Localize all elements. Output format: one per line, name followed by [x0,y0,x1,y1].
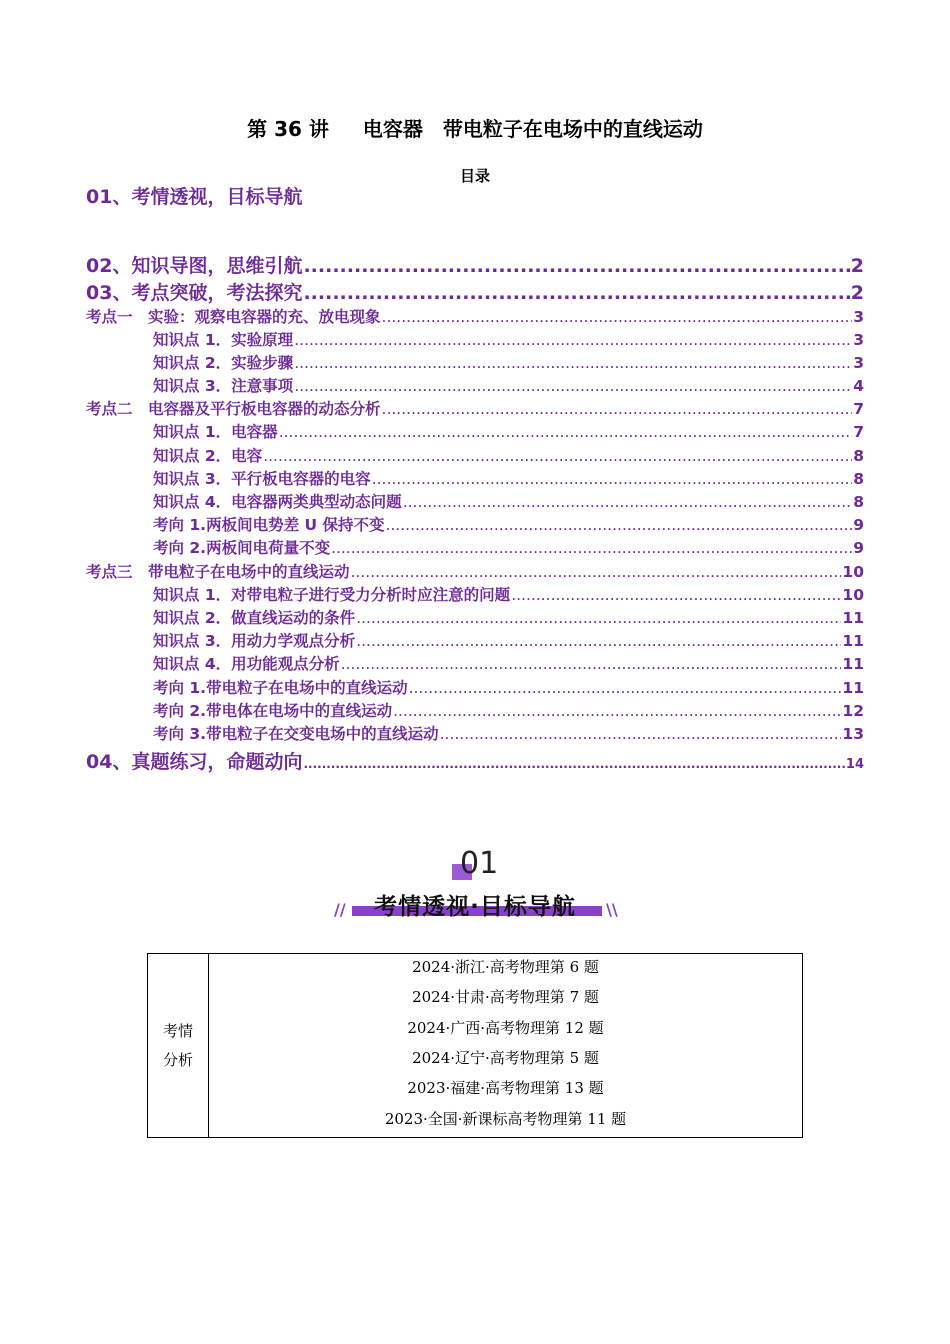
toc-entry-01[interactable]: 01、考情透视，目标导航 [86,186,303,208]
toc-entry-label: 考向 1.两板间电势差 U 保持不变 [153,516,385,534]
toc-entry-label: 02、知识导图，思维引航 [86,255,303,277]
toc-entry-page: 10 [842,586,864,604]
toc-entry-label: 知识点 1．电容器 [153,423,278,441]
toc-entry-page: 2 [850,282,864,304]
toc-entry-page: 14 [845,757,864,772]
toc-entry-02[interactable] [86,251,864,278]
toc-entry-page: 11 [842,679,864,697]
toc-entry-page: 3 [853,308,864,326]
exam-item: 2023·福建·高考物理第 13 题 [407,1079,604,1098]
toc-entry-direction[interactable] [153,513,864,535]
exam-item: 2023·全国·新课标高考物理第 11 题 [384,1109,627,1128]
toc-entry-knowledge[interactable] [153,583,864,605]
exam-analysis-label-cell [148,954,209,1137]
toc-entry-direction[interactable] [153,699,864,721]
toc-heading: 目录 [459,167,490,185]
banner-number: 01 [460,846,499,881]
document-title: 第 36 讲 电容器 带电粒子在电场中的直线运动 [247,117,703,141]
toc-entry-knowledge[interactable] [153,629,864,651]
toc-entry-label: 考向 2.两板间电荷量不变 [153,539,331,557]
toc-entry-knowledge[interactable] [153,490,864,512]
banner-title: 考情透视·目标导航 [374,894,576,920]
toc-entry-label: 知识点 3．注意事项 [153,377,294,395]
toc-entry-04[interactable] [86,747,864,774]
toc-entry-label: 考点三 带电粒子在电场中的直线运动 [86,563,350,581]
exam-analysis-table [147,953,803,1138]
toc-entry-knowledge[interactable] [153,467,864,489]
toc-entry-page: 4 [853,377,864,395]
toc-entry-label: 知识点 2．实验步骤 [153,354,294,372]
toc-entry-knowledge[interactable] [153,652,864,674]
toc-entry-label: 知识点 2．电容 [153,447,263,465]
exam-items-cell [209,954,802,1137]
toc-entry-page: 11 [842,609,864,627]
toc-entry-page: 7 [853,400,864,418]
toc-entry-knowledge[interactable] [153,351,864,373]
toc-entry-page: 11 [842,632,864,650]
toc-entry-kaodian-1[interactable] [86,305,864,327]
toc-entry-page: 11 [842,655,864,673]
toc-entry-label: 03、考点突破，考法探究 [86,282,303,304]
exam-item: 2024·浙江·高考物理第 6 题 [412,958,599,976]
toc-entry-page: 7 [853,423,864,441]
toc-entry-03[interactable] [86,278,864,305]
toc-entry-label: 04、真题练习，命题动向 [86,751,303,773]
toc-entry-page: 8 [853,470,864,488]
exam-label-line: 分析 [162,1050,193,1069]
toc-entry-page: 9 [853,539,864,557]
toc-entry-page: 8 [853,493,864,511]
banner-right-mark: \\ [606,900,618,919]
toc-entry-label: 知识点 1．对带电粒子进行受力分析时应注意的问题 [153,586,511,604]
exam-item: 2024·甘肃·高考物理第 7 题 [412,988,599,1007]
banner-left-mark: // [334,900,346,919]
toc-entry-label: 知识点 3．用动力学观点分析 [153,632,356,650]
toc-entry-page: 10 [842,563,864,581]
toc-entry-knowledge[interactable] [153,420,864,442]
toc-entry-page: 3 [853,354,864,372]
toc-entry-label: 考向 3.带电粒子在交变电场中的直线运动 [153,725,439,743]
exam-item: 2024·辽宁·高考物理第 5 题 [412,1048,599,1067]
toc-entry-page: 9 [853,516,864,534]
toc-entry-knowledge[interactable] [153,606,864,628]
exam-label-line: 考情 [162,1021,193,1040]
toc-entry-direction[interactable] [153,676,864,698]
toc-entry-page: 13 [842,725,864,743]
toc-entry-knowledge[interactable] [153,328,864,350]
toc-entry-label: 知识点 4．用功能观点分析 [153,655,340,673]
toc-entry-label: 考点一 实验：观察电容器的充、放电现象 [86,308,381,326]
toc-entry-kaodian-2[interactable] [86,397,864,419]
toc-entry-label: 考向 1.带电粒子在电场中的直线运动 [153,679,408,697]
toc-entry-page: 12 [842,702,864,720]
toc-entry-knowledge[interactable] [153,374,864,396]
toc-entry-label: 知识点 2．做直线运动的条件 [153,609,356,627]
toc-entry-label: 考点二 电容器及平行板电容器的动态分析 [86,400,381,418]
toc-entry-page: 8 [853,447,864,465]
exam-item: 2024·广西·高考物理第 12 题 [407,1018,604,1037]
toc-entry-label: 知识点 4．电容器两类典型动态问题 [153,493,402,511]
toc-entry-page: 3 [853,331,864,349]
toc-entry-label: 知识点 3．平行板电容器的电容 [153,470,371,488]
section-banner [330,846,620,926]
toc-entry-label: 知识点 1．实验原理 [153,331,294,349]
toc-entry-knowledge[interactable] [153,444,864,466]
toc-entry-label: 考向 2.带电体在电场中的直线运动 [153,702,393,720]
toc-entry-page: 2 [850,255,864,277]
toc-entry-direction[interactable] [153,722,864,744]
toc-entry-direction[interactable] [153,536,864,558]
toc-entry-kaodian-3[interactable] [86,560,864,582]
